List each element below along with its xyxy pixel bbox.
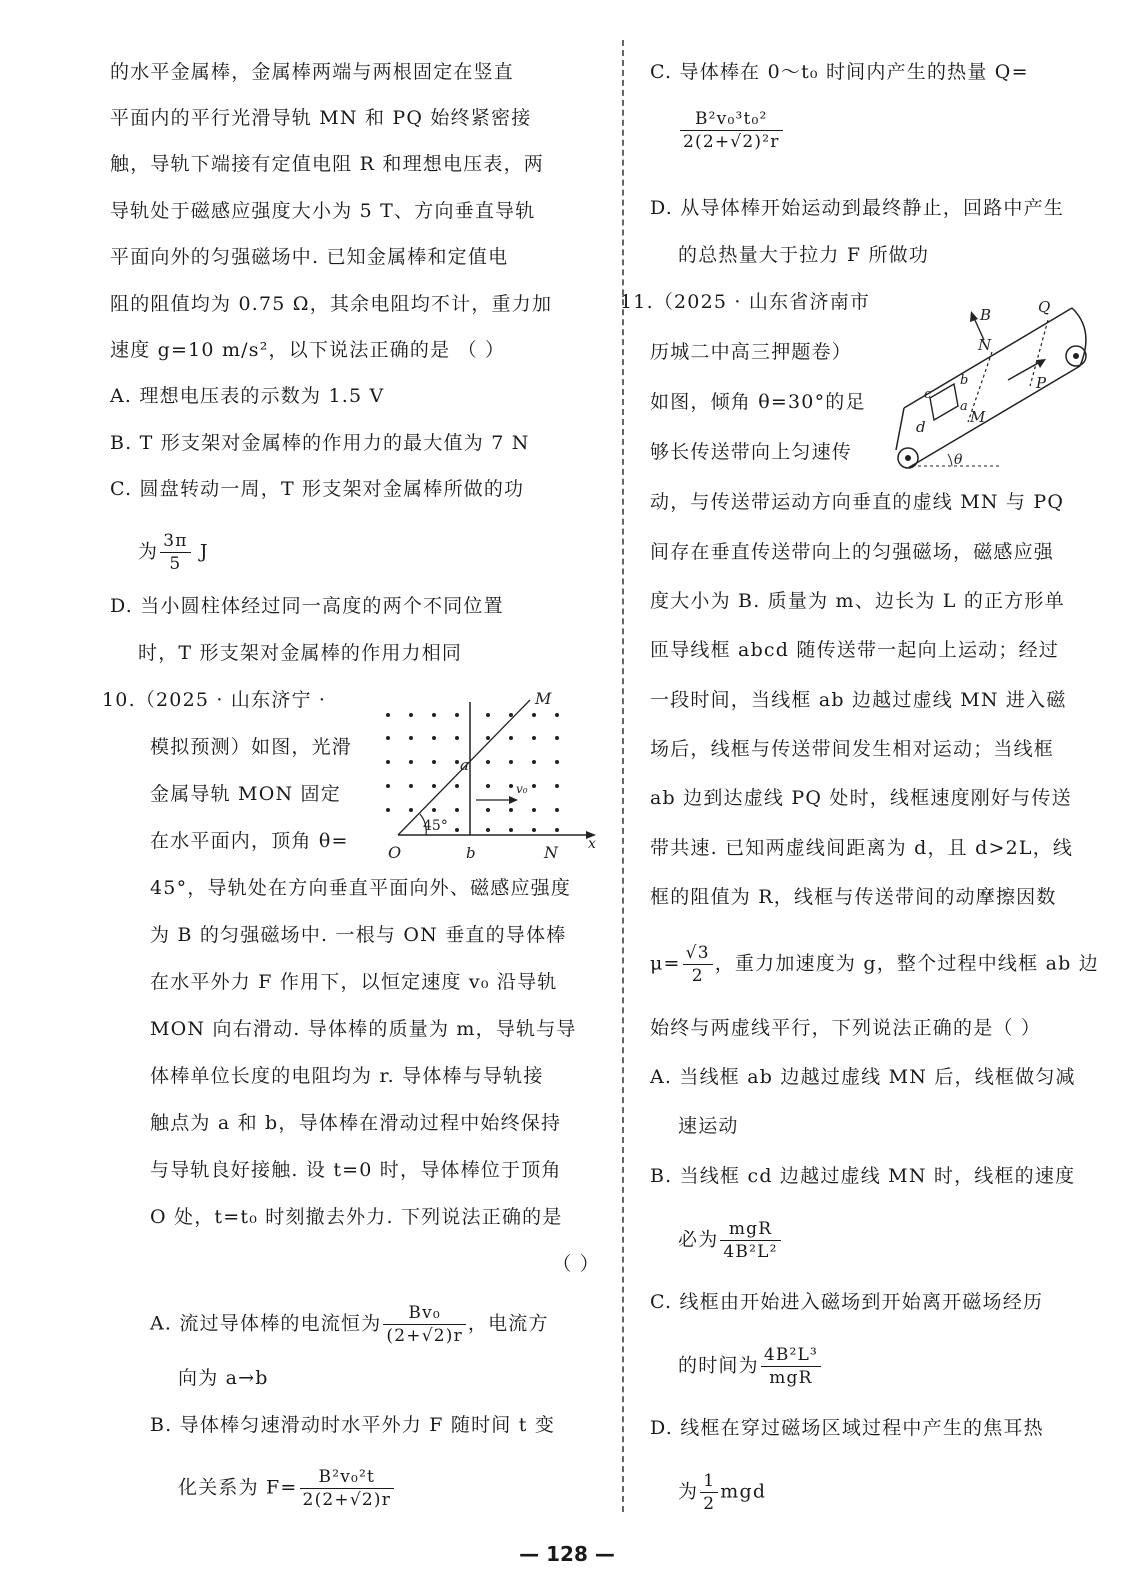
fraction: $\frac{\text{mgR}}{\text{4B²L²}}$: [720, 1218, 780, 1263]
label-m: M: [970, 408, 986, 426]
velocity-arrowhead: [509, 796, 518, 804]
q10-heading: 金属导轨 MON 固定: [150, 783, 341, 805]
label-q: Q: [1038, 298, 1051, 316]
q11-heading: 历城二中高三押题卷）: [650, 341, 853, 363]
q10-answer-bracket: （ ）: [552, 1253, 600, 1275]
label-o: O: [388, 843, 402, 862]
label-b-corner: b: [960, 373, 969, 388]
label-v0: v₀: [516, 782, 528, 796]
label-a: a: [460, 756, 469, 774]
q11-mu-line: μ= $\frac{√3}{2}$ ，重力加速度为 g，整个过程中线框 ab 边: [650, 943, 1099, 986]
label-d: d: [916, 418, 926, 436]
q9-option-c: C. 圆盘转动一周，T 形支架对金属棒所做的功: [110, 478, 525, 500]
q10-figure: [378, 690, 600, 865]
label-m: M: [535, 690, 552, 708]
q11-option-d: D. 线框在穿过磁场区域过程中产生的焦耳热: [650, 1417, 1044, 1439]
label-angle: 45°: [423, 818, 448, 834]
q9-option-d: D. 当小圆柱体经过同一高度的两个不同位置: [110, 595, 504, 617]
q11-line: 匝导线框 abcd 随传送带一起向上运动；经过: [650, 639, 1059, 661]
q10-option-d: D. 从导体棒开始运动到最终静止，回路中产生: [650, 197, 1065, 219]
q9-line: 触，导轨下端接有定值电阻 R 和理想电压表，两: [110, 153, 544, 175]
q10-option-c-cont: [678, 108, 1102, 153]
q10-option-b: B. 导体棒匀速滑动时水平外力 F 随时间 t 变: [150, 1414, 556, 1436]
q10-option-c: C. 导体棒在 0～t₀ 时间内产生的热量 Q=: [650, 61, 1029, 83]
q11-line: 始终与两虚线平行，下列说法正确的是（ ）: [650, 1017, 1042, 1039]
q10-heading: 10.（2025 · 山东济宁 ·: [102, 689, 327, 711]
q9-option-d-cont: 时，T 形支架对金属棒的作用力相同: [138, 642, 463, 664]
q11-option-c: C. 线框由开始进入磁场到开始离开磁场经历: [650, 1291, 1044, 1313]
b-field-arrowhead: [970, 311, 978, 322]
q10-line: MON 向右滑动. 导体棒的质量为 m，导轨与导: [150, 1018, 577, 1040]
q10-heading: 模拟预测）如图，光滑: [150, 736, 353, 758]
q10-line: 45°，导轨处在方向垂直平面向外、磁感应强度: [150, 877, 572, 899]
q10-option-b-cont: 化关系为 F= $\frac{\text{B²v₀²t}}{2(2+√2)r}$: [178, 1466, 600, 1511]
fraction: $\frac{\text{4B²L³}}{\text{mgR}}$: [761, 1344, 821, 1389]
q11-option-c-cont: 的时间为 $\frac{\text{4B²L³}}{\text{mgR}}$: [678, 1344, 1102, 1389]
q11-option-a-cont: 速运动: [678, 1115, 739, 1137]
q9-line: 导轨处于磁感应强度大小为 5 T、方向垂直导轨: [110, 200, 536, 222]
q11-line: 动，与传送带运动方向垂直的虚线 MN 与 PQ: [650, 491, 1065, 513]
label-n: N: [978, 336, 992, 354]
theta-arc: [948, 454, 952, 466]
magnetic-field-dots: [386, 713, 559, 832]
q11-option-b: B. 当线框 cd 边越过虚线 MN 时，线框的速度: [650, 1165, 1076, 1187]
right-column: [620, 0, 1102, 1530]
q9-line: 的水平金属棒，金属棒两端与两根固定在竖直: [110, 61, 515, 83]
fraction: $\frac{\text{B²v₀³t₀²}}{\text{2(2+√2)²r}}$: [680, 108, 783, 153]
column-divider: [622, 40, 624, 1512]
q9-option-c-cont: 为 $\frac{3\pi}{5}$ J: [138, 531, 209, 574]
q10-option-a: A. 流过导体棒的电流恒为 $\frac{\text{Bv₀}}{(2+√2)r}$ ，电流方: [150, 1303, 549, 1346]
roller-right-axle: [1073, 353, 1079, 359]
q11-line: 框的阻值为 R，线框与传送带间的动摩擦因数: [650, 886, 1057, 908]
fraction: $\frac{√3}{2}$: [683, 942, 713, 987]
q11-figure: [890, 290, 1102, 480]
q11-line: 间存在垂直传送带向上的匀强磁场，磁感应强: [650, 541, 1055, 563]
q10-line: 在水平外力 F 作用下，以恒定速度 v₀ 沿导轨: [150, 971, 558, 993]
label-b: b: [466, 844, 476, 862]
q11-line: 一段时间，当线框 ab 边越过虚线 MN 进入磁: [650, 689, 1067, 711]
q10-option-a-cont: 向为 a→b: [178, 1367, 269, 1389]
label-c: c: [924, 387, 932, 402]
q10-line: 为 B 的匀强磁场中. 一根与 ON 垂直的导体棒: [150, 924, 567, 946]
q9-option-a: A. 理想电压表的示数为 1.5 V: [110, 385, 385, 407]
q10-heading: 在水平面内，顶角 θ=: [150, 830, 349, 852]
label-b-field: B: [980, 306, 992, 324]
fraction: $\frac{3\pi}{5}$: [160, 530, 190, 575]
q10-line: 触点为 a 和 b，导体棒在滑动过程中始终保持: [150, 1112, 562, 1134]
q11-option-a: A. 当线框 ab 边越过虚线 MN 后，线框做匀减: [650, 1066, 1076, 1088]
label-n: N: [544, 843, 558, 862]
label-theta: θ: [954, 452, 963, 468]
q11-heading: 够长传送带向上匀速传: [650, 441, 853, 463]
q11-line: ab 边到达虚线 PQ 处时，线框速度刚好与传送: [650, 787, 1072, 809]
q11-option-d-cont: 为 $\frac{1}{2}$ mgd: [678, 1471, 767, 1514]
q11-heading: 11.（2025 · 山东省济南市: [620, 291, 871, 313]
q11-line: 带共速. 已知两虚线间距离为 d，且 d>2L，线: [650, 837, 1074, 859]
q9-line: 阻的阻值均为 0.75 Ω，其余电阻均不计，重力加: [110, 293, 553, 315]
page-number: — 128 —: [519, 1542, 615, 1566]
q11-option-b-cont: 必为 $\frac{\text{mgR}}{\text{4B²L²}}$: [678, 1218, 1102, 1263]
q10-option-d-cont: 的总热量大于拉力 F 所做功: [678, 244, 930, 266]
label-x: x: [588, 836, 596, 852]
q10-line: 与导轨良好接触. 设 t=0 时，导体棒位于顶角: [150, 1159, 562, 1181]
q11-heading: 如图，倾角 θ=30°的足: [650, 391, 866, 413]
fraction: $\frac{\text{Bv₀}}{(2+√2)r}$: [383, 1302, 466, 1347]
fraction: $\frac{1}{2}$: [700, 1470, 718, 1515]
fraction: $\frac{\text{B²v₀²t}}{2(2+√2)r}$: [300, 1466, 395, 1511]
label-p: P: [1036, 374, 1047, 392]
q11-line: 度大小为 B. 质量为 m、边长为 L 的正方形单: [650, 590, 1065, 612]
q9-option-b: B. T 形支架对金属棒的作用力的最大值为 7 N: [110, 432, 530, 454]
q10-line: 体棒单位长度的电阻均为 r. 导体棒与导轨接: [150, 1065, 544, 1087]
q9-line: 平面内的平行光滑导轨 MN 和 PQ 始终紧密接: [110, 107, 532, 129]
left-column: [102, 0, 600, 1530]
q9-line: 平面向外的匀强磁场中. 已知金属棒和定值电: [110, 246, 509, 268]
label-a-corner: a: [960, 399, 968, 414]
q10-line: O 处，t=t₀ 时刻撤去外力. 下列说法正确的是: [150, 1206, 563, 1228]
q9-line: 速度 g=10 m/s²，以下说法正确的是 （ ）: [110, 339, 506, 361]
belt-left-edge: [896, 408, 904, 450]
q11-line: 场后，线框与传送带间发生相对运动；当线框: [650, 738, 1055, 760]
roller-left-axle: [905, 455, 911, 461]
